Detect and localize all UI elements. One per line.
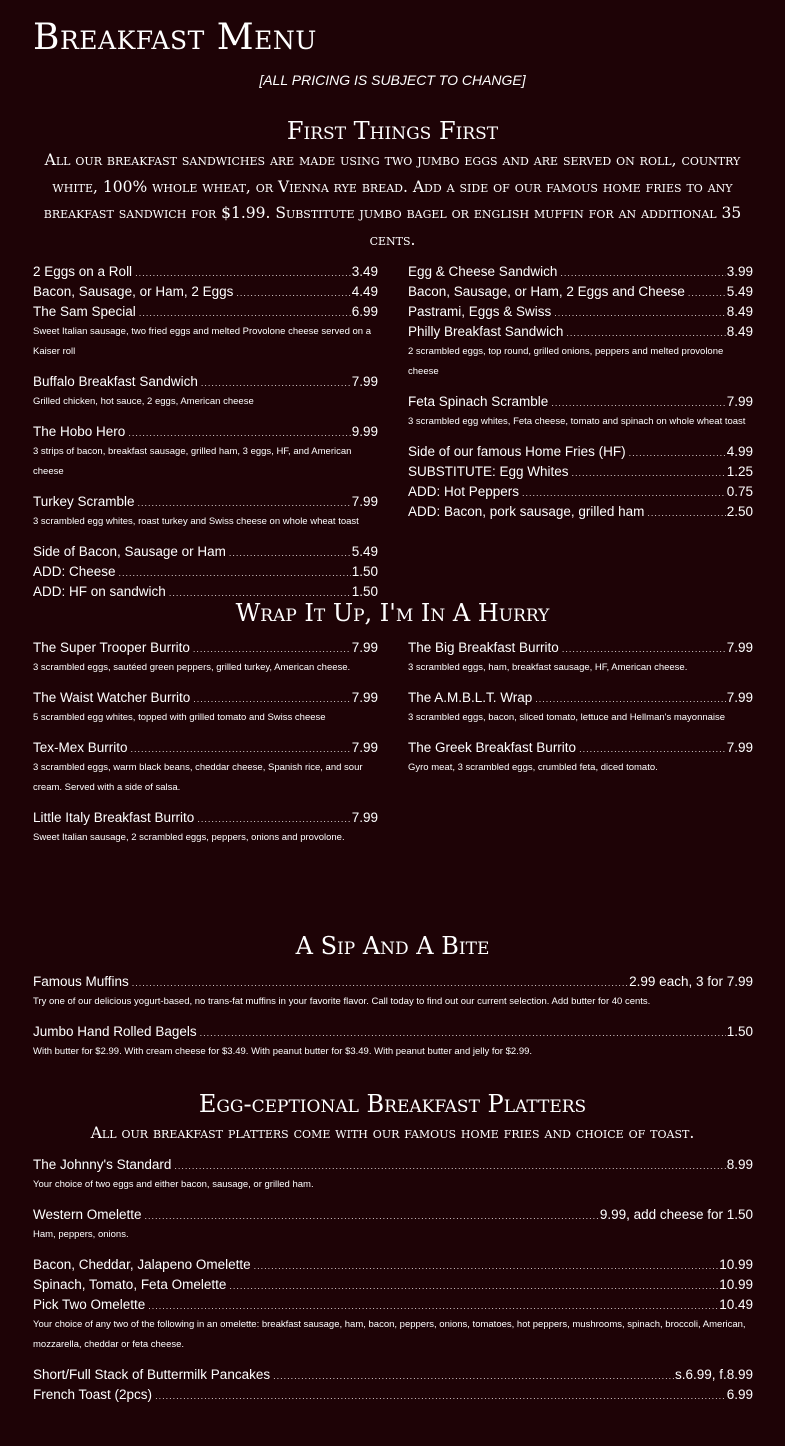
dot-leader bbox=[132, 973, 628, 993]
menu-item bbox=[408, 302, 753, 322]
item-name: The Johnny's Standard bbox=[33, 1157, 172, 1172]
item-price: 8.49 bbox=[726, 324, 753, 339]
item-price: 1.25 bbox=[726, 464, 753, 479]
item-name: French Toast (2pcs) bbox=[33, 1387, 153, 1402]
item-name: Side of Bacon, Sausage or Ham bbox=[33, 544, 226, 559]
dot-leader bbox=[229, 1276, 718, 1296]
burrito-list-left bbox=[33, 638, 378, 848]
menu-item bbox=[408, 442, 753, 462]
item-price: 7.99 bbox=[351, 810, 378, 825]
item-name: The A.M.B.L.T. Wrap bbox=[408, 690, 533, 705]
item-description: 3 strips of bacon, breakfast sausage, grilled ham, 3 eggs, HF, and American cheese bbox=[33, 446, 352, 477]
menu-item bbox=[33, 738, 378, 758]
item-price: 3.49 bbox=[351, 264, 378, 279]
menu-item bbox=[408, 482, 753, 502]
dot-leader bbox=[579, 739, 726, 759]
menu-item bbox=[408, 638, 753, 658]
dot-leader bbox=[135, 263, 351, 283]
item-name: Egg & Cheese Sandwich bbox=[408, 264, 558, 279]
item-description: Gyro meat, 3 scrambled eggs, crumbled feta, diced tomato. bbox=[408, 762, 658, 773]
item-name: ADD: Cheese bbox=[33, 564, 116, 579]
dot-leader bbox=[562, 639, 726, 659]
item-price: 2.50 bbox=[726, 504, 753, 519]
section-description-sandwiches: All our breakfast sandwiches are made using two jumbo eggs and are served on roll, country white, 100% whole wheat, or Vienna rye bread. Add a side of our famous home fries to any breakfast sandwich for $1.99. Substitute jumbo bagel or english muffin for an additional 35 cents. bbox=[43, 151, 742, 249]
menu-item bbox=[33, 808, 378, 828]
menu-item bbox=[33, 422, 378, 442]
menu-item bbox=[33, 1385, 753, 1405]
menu-item bbox=[408, 738, 753, 758]
dot-leader bbox=[119, 563, 351, 583]
item-price: 10.49 bbox=[719, 1297, 753, 1312]
dot-leader bbox=[148, 1296, 718, 1316]
item-price: 7.99 bbox=[351, 374, 378, 389]
dot-leader bbox=[554, 303, 725, 323]
dot-leader bbox=[138, 493, 351, 513]
menu-item bbox=[33, 1022, 753, 1042]
menu-item bbox=[33, 372, 378, 392]
item-name: The Waist Watcher Burrito bbox=[33, 690, 191, 705]
item-name: Western Omelette bbox=[33, 1207, 142, 1222]
item-description: Ham, peppers, onions. bbox=[33, 1229, 129, 1240]
spacer bbox=[33, 482, 378, 492]
item-price: 4.49 bbox=[351, 284, 378, 299]
burrito-list-right bbox=[408, 638, 753, 778]
item-name: SUBSTITUTE: Egg Whites bbox=[408, 464, 569, 479]
item-description: Your choice of any two of the following in an omelette: breakfast sausage, ham, bacon, peppers, onions, tomatoes, hot peppers, mushrooms, spinach, broccoli, American, mozzarella, cheddar or feta cheese. bbox=[33, 1319, 746, 1350]
menu-item bbox=[33, 688, 378, 708]
dot-leader bbox=[193, 639, 351, 659]
item-name: Bacon, Sausage, or Ham, 2 Eggs and Cheese bbox=[408, 284, 685, 299]
spacer bbox=[33, 532, 378, 542]
menu-item bbox=[408, 688, 753, 708]
item-description: Grilled chicken, hot sauce, 2 eggs, American cheese bbox=[33, 396, 254, 407]
dot-leader bbox=[229, 543, 351, 563]
menu-item bbox=[33, 542, 378, 562]
spacer bbox=[33, 1245, 753, 1255]
item-price: 10.99 bbox=[719, 1277, 753, 1292]
item-price: 7.99 bbox=[726, 690, 753, 705]
item-price: s.6.99, f.8.99 bbox=[674, 1367, 753, 1382]
item-name: Jumbo Hand Rolled Bagels bbox=[33, 1024, 197, 1039]
menu-item bbox=[33, 1205, 753, 1225]
item-description: Your choice of two eggs and either bacon, sausage, or grilled ham. bbox=[33, 1179, 314, 1190]
item-price: 1.50 bbox=[351, 584, 378, 599]
item-name: The Sam Special bbox=[33, 304, 136, 319]
item-price: 10.99 bbox=[719, 1257, 753, 1272]
dot-leader bbox=[131, 739, 351, 759]
menu-title: Breakfast Menu bbox=[33, 17, 317, 58]
section-description-platters: All our breakfast platters come with our famous home fries and choice of toast. bbox=[90, 1124, 695, 1142]
muffin-bagel-list bbox=[33, 972, 753, 1062]
dot-leader bbox=[193, 689, 350, 709]
menu-item bbox=[408, 322, 753, 342]
item-price: 4.99 bbox=[726, 444, 753, 459]
menu-item bbox=[33, 282, 378, 302]
item-name: ADD: HF on sandwich bbox=[33, 584, 166, 599]
item-description: Sweet Italian sausage, 2 scrambled eggs, peppers, onions and provolone. bbox=[33, 832, 345, 843]
item-name: Feta Spinach Scramble bbox=[408, 394, 549, 409]
item-price: 1.50 bbox=[351, 564, 378, 579]
item-description: 3 scrambled egg whites, roast turkey and Swiss cheese on whole wheat toast bbox=[33, 516, 359, 527]
menu-item bbox=[33, 972, 753, 992]
menu-item bbox=[33, 1365, 753, 1385]
menu-item bbox=[33, 562, 378, 582]
sandwich-list-right bbox=[408, 262, 753, 522]
dot-leader bbox=[155, 1386, 726, 1406]
item-price: 2.99 each, 3 for 7.99 bbox=[629, 974, 753, 989]
spacer bbox=[33, 412, 378, 422]
menu-item bbox=[33, 1155, 753, 1175]
dot-leader bbox=[139, 303, 351, 323]
item-price: 7.99 bbox=[351, 690, 378, 705]
spacer bbox=[33, 678, 378, 688]
menu-item bbox=[33, 638, 378, 658]
menu-item bbox=[33, 302, 378, 322]
item-name: Tex-Mex Burrito bbox=[33, 740, 128, 755]
dot-leader bbox=[535, 689, 725, 709]
item-price: 7.99 bbox=[351, 740, 378, 755]
item-price: 3.99 bbox=[726, 264, 753, 279]
item-price: 5.49 bbox=[726, 284, 753, 299]
item-price: 7.99 bbox=[351, 494, 378, 509]
dot-leader bbox=[647, 503, 725, 523]
item-name: The Greek Breakfast Burrito bbox=[408, 740, 577, 755]
item-name: The Super Trooper Burrito bbox=[33, 640, 190, 655]
spacer bbox=[33, 728, 378, 738]
menu-item bbox=[33, 1295, 753, 1315]
item-name: Bacon, Cheddar, Jalapeno Omelette bbox=[33, 1257, 251, 1272]
dot-leader bbox=[551, 393, 725, 413]
dot-leader bbox=[688, 283, 726, 303]
dot-leader bbox=[128, 423, 350, 443]
menu-item bbox=[408, 502, 753, 522]
dot-leader bbox=[197, 809, 350, 829]
item-price: 6.99 bbox=[726, 1387, 753, 1402]
item-description: Try one of our delicious yogurt-based, no trans-fat muffins in your favorite flavor. Call today to find out our current selection. Add butter for 40 cents. bbox=[33, 996, 651, 1007]
menu-item bbox=[33, 1255, 753, 1275]
section-title-first-things-first: First Things First bbox=[286, 117, 499, 145]
spacer bbox=[408, 432, 753, 442]
item-name: Famous Muffins bbox=[33, 974, 129, 989]
item-price: 7.99 bbox=[726, 640, 753, 655]
item-description: 3 scrambled eggs, sautéed green peppers, grilled turkey, American cheese. bbox=[33, 662, 351, 673]
item-name: Turkey Scramble bbox=[33, 494, 135, 509]
spacer bbox=[408, 728, 753, 738]
item-price: 7.99 bbox=[351, 640, 378, 655]
item-price: 7.99 bbox=[726, 740, 753, 755]
pricing-notice: [ALL PRICING IS SUBJECT TO CHANGE] bbox=[259, 72, 526, 88]
item-name: Pastrami, Eggs & Swiss bbox=[408, 304, 552, 319]
sandwich-list-left bbox=[33, 262, 378, 602]
spacer bbox=[33, 1012, 753, 1022]
item-name: Short/Full Stack of Buttermilk Pancakes bbox=[33, 1367, 271, 1382]
dot-leader bbox=[273, 1366, 674, 1386]
spacer bbox=[408, 678, 753, 688]
menu-item bbox=[408, 462, 753, 482]
item-description: With butter for $2.99. With cream cheese for $3.49. With peanut butter for $3.49. With peanut butter and jelly for $2.99. bbox=[33, 1046, 533, 1057]
section-title-platters: Egg-ceptional Breakfast Platters bbox=[198, 1090, 587, 1118]
dot-leader bbox=[560, 263, 725, 283]
spacer bbox=[33, 362, 378, 372]
item-price: 7.99 bbox=[726, 394, 753, 409]
item-name: Pick Two Omelette bbox=[33, 1297, 146, 1312]
item-description: 2 scrambled eggs, top round, grilled onions, peppers and melted provolone cheese bbox=[408, 346, 724, 377]
dot-leader bbox=[236, 283, 350, 303]
spacer bbox=[33, 798, 378, 808]
dot-leader bbox=[566, 323, 725, 343]
platter-list bbox=[33, 1155, 753, 1405]
item-description: Sweet Italian sausage, two fried eggs and melted Provolone cheese served on a Kaiser roll bbox=[33, 326, 371, 357]
item-name: Bacon, Sausage, or Ham, 2 Eggs bbox=[33, 284, 234, 299]
item-name: Philly Breakfast Sandwich bbox=[408, 324, 564, 339]
item-name: ADD: Bacon, pork sausage, grilled ham bbox=[408, 504, 645, 519]
item-price: 1.50 bbox=[726, 1024, 753, 1039]
item-description: 5 scrambled egg whites, topped with grilled tomato and Swiss cheese bbox=[33, 712, 326, 723]
dot-leader bbox=[201, 373, 351, 393]
menu-item bbox=[33, 1275, 753, 1295]
item-name: Little Italy Breakfast Burrito bbox=[33, 810, 195, 825]
dot-leader bbox=[145, 1206, 599, 1226]
item-price: 9.99, add cheese for 1.50 bbox=[599, 1207, 753, 1222]
item-price: 8.99 bbox=[726, 1157, 753, 1172]
item-description: 3 scrambled eggs, warm black beans, cheddar cheese, Spanish rice, and sour cream. Served with a side of salsa. bbox=[33, 762, 363, 793]
item-name: The Hobo Hero bbox=[33, 424, 126, 439]
dot-leader bbox=[174, 1156, 725, 1176]
menu-item bbox=[408, 282, 753, 302]
item-price: 5.49 bbox=[351, 544, 378, 559]
section-title-wraps: Wrap It Up, I'm In A Hurry bbox=[235, 599, 550, 627]
item-description: 3 scrambled eggs, bacon, sliced tomato, lettuce and Hellman's mayonnaise bbox=[408, 712, 726, 723]
dot-leader bbox=[522, 483, 726, 503]
item-name: Spinach, Tomato, Feta Omelette bbox=[33, 1277, 227, 1292]
item-name: The Big Breakfast Burrito bbox=[408, 640, 559, 655]
menu-item bbox=[33, 262, 378, 282]
dot-leader bbox=[200, 1023, 726, 1043]
item-description: 3 scrambled egg whites, Feta cheese, tomato and spinach on whole wheat toast bbox=[408, 416, 746, 427]
item-name: Side of our famous Home Fries (HF) bbox=[408, 444, 626, 459]
menu-item bbox=[408, 262, 753, 282]
dot-leader bbox=[572, 463, 726, 483]
dot-leader bbox=[254, 1256, 719, 1276]
section-title-sip-and-bite: A Sip And A Bite bbox=[295, 932, 490, 960]
spacer bbox=[408, 382, 753, 392]
spacer bbox=[33, 1355, 753, 1365]
item-price: 6.99 bbox=[351, 304, 378, 319]
item-price: 0.75 bbox=[726, 484, 753, 499]
item-name: Buffalo Breakfast Sandwich bbox=[33, 374, 198, 389]
menu-item bbox=[408, 392, 753, 412]
menu-item bbox=[33, 492, 378, 512]
spacer bbox=[33, 1195, 753, 1205]
item-name: ADD: Hot Peppers bbox=[408, 484, 520, 499]
item-price: 9.99 bbox=[351, 424, 378, 439]
item-price: 8.49 bbox=[726, 304, 753, 319]
item-description: 3 scrambled eggs, ham, breakfast sausage, HF, American cheese. bbox=[408, 662, 688, 673]
item-name: 2 Eggs on a Roll bbox=[33, 264, 133, 279]
dot-leader bbox=[629, 443, 726, 463]
